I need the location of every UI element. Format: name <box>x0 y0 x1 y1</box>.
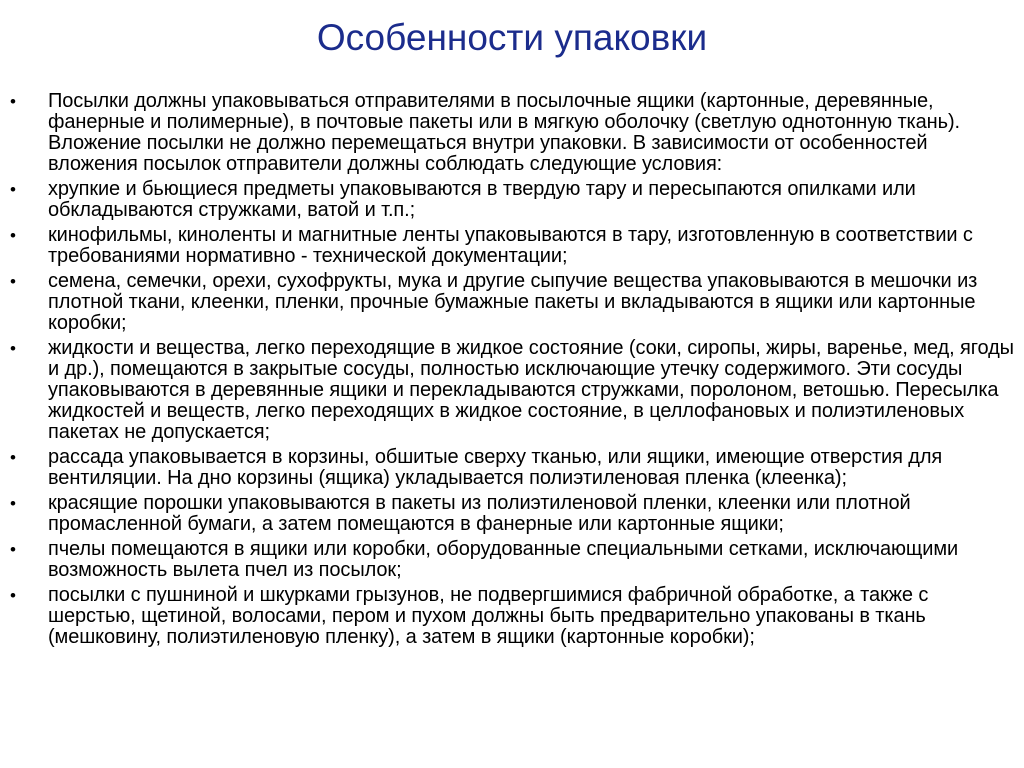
bullet-list <box>8 91 1016 652</box>
bullet-marker: • <box>10 494 16 513</box>
bullet-text: хрупкие и бьющиеся предметы упаковываются в твердую тару и пересыпаются опилками или обкладываются стружками, ватой и т.п.; <box>48 178 916 221</box>
bullet-text: Посылки должны упаковываться отправителями в посылочные ящики (картонные, деревянные, фанерные и полимерные), в почтовые пакеты или в мягкую оболочку (светлую однотонную ткань). Вложение посылки не должно перемещаться внутри упаковки. В зависимости от особенностей вложения посылок отправители должны соблюдать следующие условия: <box>48 90 960 175</box>
bullet-item <box>8 271 1016 334</box>
bullet-text: красящие порошки упаковываются в пакеты из полиэтиленовой пленки, клеенки или плотной промасленной бумаги, а затем помещаются в фанерные или картонные ящики; <box>48 492 911 535</box>
bullet-text: кинофильмы, киноленты и магнитные ленты упаковываются в тару, изготовленную в соответствии с требованиями нормативно - технической документации; <box>48 224 973 267</box>
bullet-text: пчелы помещаются в ящики или коробки, оборудованные специальными сетками, исключающими возможность вылета пчел из посылок; <box>48 538 959 581</box>
bullet-marker: • <box>10 339 16 358</box>
bullet-marker: • <box>10 448 16 467</box>
bullet-item <box>8 338 1016 443</box>
bullet-marker: • <box>10 92 16 111</box>
bullet-marker: • <box>10 272 16 291</box>
bullet-item <box>8 493 1016 535</box>
bullet-item <box>8 179 1016 221</box>
bullet-marker: • <box>10 540 16 559</box>
slide-title: Особенности упаковки <box>316 17 708 58</box>
bullet-text: жидкости и вещества, легко переходящие в жидкое состояние (соки, сиропы, жиры, варенье, мед, ягоды и др.), помещаются в закрытые сосуды, полностью исключающие утечку содержимого. Эти сосуды упаковываются в деревянные ящики и перекладываются стружками, поролоном, ветошью. Пересылка жидкостей и веществ, легко переходящих в жидкое состояние, в целлофановых и полиэтиленовых пакетах не допускается; <box>48 337 1014 443</box>
bullet-text: семена, семечки, орехи, сухофрукты, мука и другие сыпучие вещества упаковываются в мешочки из плотной ткани, клеенки, пленки, прочные бумажные пакеты и вкладываются в ящики или картонные коробки; <box>48 270 978 334</box>
bullet-marker: • <box>10 226 16 245</box>
bullet-item <box>8 585 1016 648</box>
bullet-text: посылки с пушниной и шкурками грызунов, не подвергшимися фабричной обработке, а также с шерстью, щетиной, волосами, пером и пухом должны быть предварительно упакованы в ткань (мешковину, полиэтиленовую пленку), а затем в ящики (картонные коробки); <box>48 584 929 648</box>
bullet-text: рассада упаковывается в корзины, обшитые сверху тканью, или ящики, имеющие отверстия для вентиляции. На дно корзины (ящика) укладывается полиэтиленовая пленка (клеенка); <box>48 446 943 489</box>
bullet-marker: • <box>10 180 16 199</box>
bullet-item <box>8 225 1016 267</box>
bullet-item <box>8 539 1016 581</box>
bullet-item <box>8 91 1016 175</box>
bullet-item <box>8 447 1016 489</box>
bullet-marker: • <box>10 586 16 605</box>
